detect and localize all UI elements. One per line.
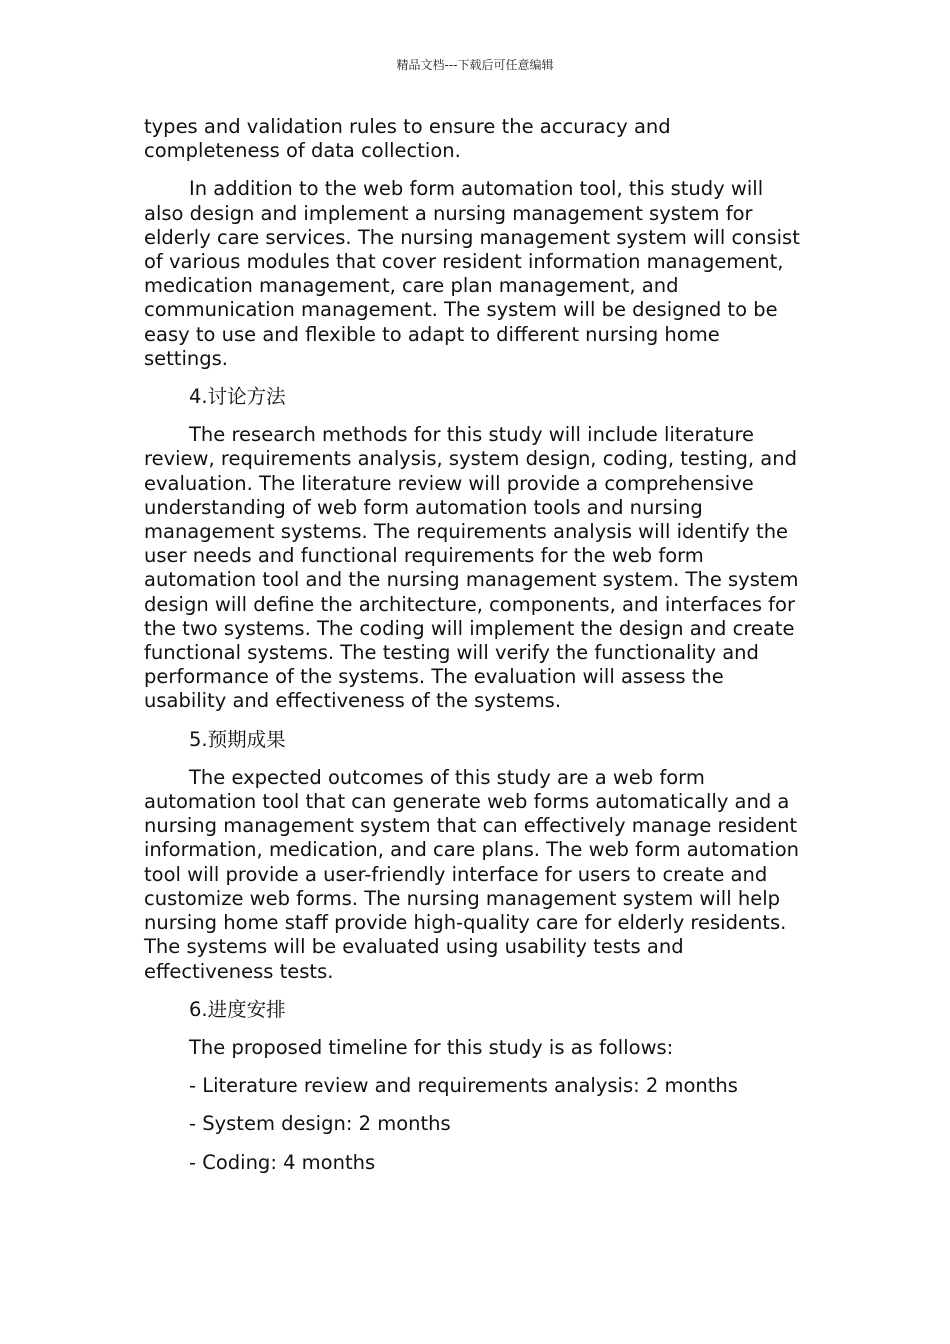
section-heading-outcomes: 5.预期成果 — [189, 727, 286, 751]
continuation-paragraph: types and validation rules to ensure the accuracy and completeness of data collection. — [144, 115, 671, 163]
timeline-intro: The proposed timeline for this study is as follows: — [189, 1035, 674, 1059]
timeline-item: - System design: 2 months — [189, 1112, 451, 1136]
timeline-item: - Literature review and requirements analysis: 2 months — [189, 1074, 738, 1098]
section-heading-methods: 4.讨论方法 — [189, 385, 286, 409]
page-header: 精品文档---下载后可任意编辑 — [396, 58, 554, 72]
paragraph-methods: The research methods for this study will include literature review, requirements analysis, system design, coding, testing, and evaluation. The literature review will provide a comprehensive understanding of web form automation tools and nursing management systems. The requirements analysis will identify the user needs and functional requirements for the web form automation tool and the nursing management system. The system design will define the architecture, components, and interfaces for the two systems. The coding will implement the design and create functional systems. The testing will verify the functionality and performance of the systems. The evaluation will assess the usability and effectiveness of the systems. — [144, 423, 799, 713]
section-heading-schedule: 6.进度安排 — [189, 997, 286, 1021]
paragraph-outcomes: The expected outcomes of this study are a web form automation tool that can generate web forms automatically and a nursing management system that can effectively manage resident information, medication, and care plans. The web form automation tool will provide a user-friendly interface for users to create and customize web forms. The nursing management system will help nursing home staff provide high-quality care for elderly residents. The systems will be evaluated using usability tests and effectiveness tests. — [144, 765, 799, 983]
paragraph-nursing-system: In addition to the web form automation tool, this study will also design and implement a nursing management system for elderly care services. The nursing management system will consist of various modules that cover resident information management, medication management, care plan management, and communication management. The system will be designed to be easy to use and flexible to adapt to different nursing home settings. — [144, 177, 800, 370]
timeline-item: - Coding: 4 months — [189, 1150, 376, 1174]
document-body — [144, 115, 808, 1189]
